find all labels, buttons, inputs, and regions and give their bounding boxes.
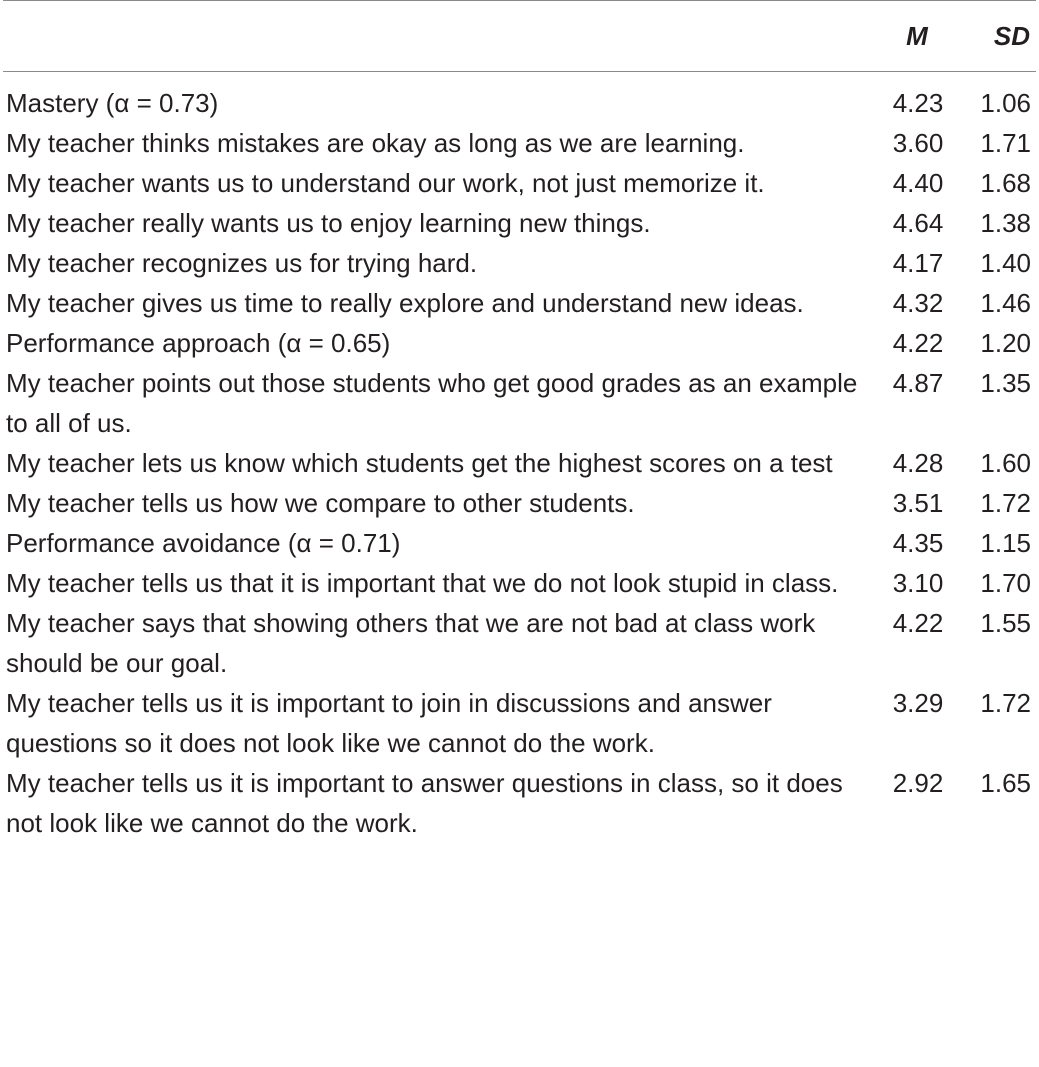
row-sd: 1.15 bbox=[980, 528, 1031, 558]
row-sd: 1.40 bbox=[980, 248, 1031, 278]
row-mean: 4.22 bbox=[892, 328, 944, 358]
row-mean: 4.64 bbox=[892, 208, 944, 238]
row-sd: 1.71 bbox=[980, 128, 1031, 158]
row-mean: 4.22 bbox=[892, 608, 944, 638]
row-item: My teacher tells us how we compare to other students. bbox=[6, 488, 635, 518]
row-item: My teacher tells us it is important to answer questions in class, so it does not look like we cannot do the work. bbox=[6, 768, 843, 838]
row-item: My teacher lets us know which students get the highest scores on a test bbox=[6, 448, 833, 478]
table-row bbox=[3, 163, 1036, 203]
row-item: My teacher recognizes us for trying hard. bbox=[6, 248, 478, 278]
table-row bbox=[3, 523, 1036, 563]
table-row bbox=[3, 283, 1036, 323]
table-row bbox=[3, 763, 1036, 843]
row-mean: 4.28 bbox=[892, 448, 944, 478]
row-sd: 1.68 bbox=[980, 168, 1031, 198]
row-item: My teacher wants us to understand our work, not just memorize it. bbox=[6, 168, 765, 198]
table-row bbox=[3, 72, 1036, 124]
table-header bbox=[3, 1, 1036, 72]
table-row bbox=[3, 323, 1036, 363]
row-sd: 1.72 bbox=[980, 488, 1031, 518]
table-row bbox=[3, 443, 1036, 483]
row-item: My teacher says that showing others that we are not bad at class work should be our goal. bbox=[6, 608, 816, 678]
row-sd: 1.55 bbox=[980, 608, 1031, 638]
row-sd: 1.70 bbox=[980, 568, 1031, 598]
table-row bbox=[3, 363, 1036, 443]
row-mean: 4.87 bbox=[892, 368, 944, 398]
row-mean: 3.29 bbox=[892, 688, 944, 718]
row-item: My teacher tells us it is important to join in discussions and answer questions so it does not look like we cannot do the work. bbox=[6, 688, 772, 758]
table-body bbox=[3, 72, 1036, 844]
header-row bbox=[3, 1, 1036, 72]
row-item: My teacher points out those students who get good grades as an example to all of us. bbox=[6, 368, 858, 438]
header-mean: M bbox=[876, 1, 958, 72]
table-row bbox=[3, 683, 1036, 763]
row-mean: 3.10 bbox=[892, 568, 944, 598]
row-mean: 3.60 bbox=[892, 128, 944, 158]
row-sd: 1.65 bbox=[980, 768, 1031, 798]
row-sd: 1.60 bbox=[980, 448, 1031, 478]
header-sd: SD bbox=[958, 1, 1036, 72]
row-sd: 1.35 bbox=[980, 368, 1031, 398]
row-item: My teacher gives us time to really explore and understand new ideas. bbox=[6, 288, 804, 318]
header-item bbox=[3, 1, 876, 72]
table-row bbox=[3, 603, 1036, 683]
row-mean: 3.51 bbox=[892, 488, 944, 518]
row-item: Performance avoidance (α = 0.71) bbox=[6, 528, 401, 558]
row-mean: 2.92 bbox=[892, 768, 944, 798]
table-row bbox=[3, 243, 1036, 283]
row-mean: 4.23 bbox=[892, 88, 944, 118]
row-item: My teacher really wants us to enjoy learning new things. bbox=[6, 208, 651, 238]
row-mean: 4.32 bbox=[892, 288, 944, 318]
row-sd: 1.20 bbox=[980, 328, 1031, 358]
table-row bbox=[3, 483, 1036, 523]
row-sd: 1.46 bbox=[980, 288, 1031, 318]
row-mean: 4.35 bbox=[892, 528, 944, 558]
row-sd: 1.06 bbox=[980, 88, 1031, 118]
data-table bbox=[3, 0, 1036, 843]
table-row bbox=[3, 203, 1036, 243]
row-item: Performance approach (α = 0.65) bbox=[6, 328, 391, 358]
table-row bbox=[3, 123, 1036, 163]
row-item: Mastery (α = 0.73) bbox=[6, 88, 219, 118]
table-row bbox=[3, 563, 1036, 603]
row-mean: 4.17 bbox=[892, 248, 944, 278]
row-item: My teacher thinks mistakes are okay as long as we are learning. bbox=[6, 128, 745, 158]
row-sd: 1.38 bbox=[980, 208, 1031, 238]
row-mean: 4.40 bbox=[892, 168, 944, 198]
row-sd: 1.72 bbox=[980, 688, 1031, 718]
row-item: My teacher tells us that it is important that we do not look stupid in class. bbox=[6, 568, 839, 598]
